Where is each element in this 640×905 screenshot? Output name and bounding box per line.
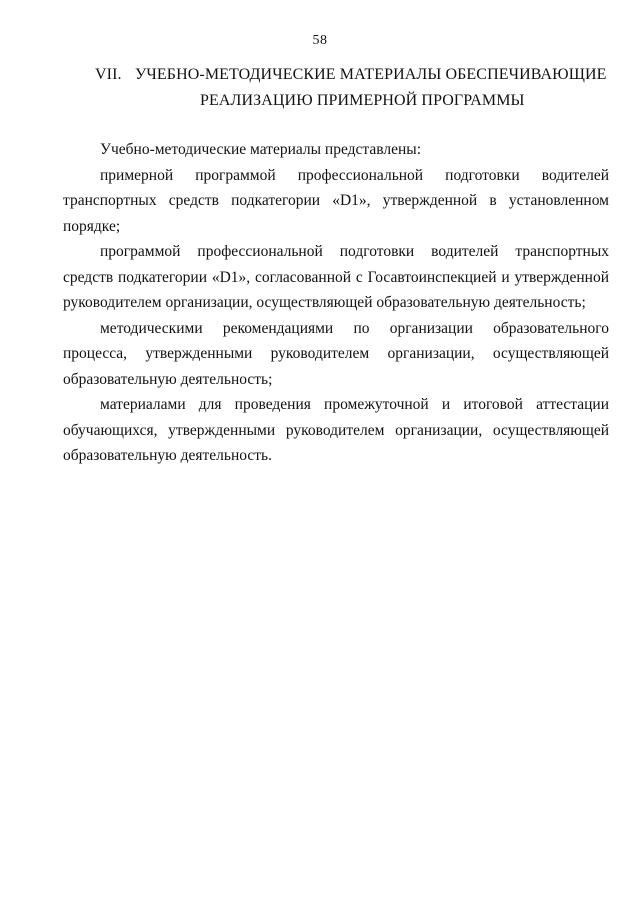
intro-paragraph: Учебно-методические материалы представлены: [100,141,421,158]
page-number: 58 [312,33,328,48]
materials-list-item: примерной программой профессиональной подготовки водителей транспортных средств подкатегории «D1», утвержденной в установленном порядке; [63,166,609,235]
section-title-line-2: РЕАЛИЗАЦИЮ ПРИМЕРНОЙ ПРОГРАММЫ [200,92,525,109]
section-heading-line-1 [95,62,615,88]
materials-list-item: материалами для проведения промежуточной и итоговой аттестации обучающихся, утвержденными руководителем организации, осуществляющей образовательную деятельность. [63,396,609,464]
materials-list-item: методическими рекомендациями по организации образовательного процесса, утвержденными руководителем организации, осуществляющей образовательную деятельность; [63,319,609,388]
section-title-line-1: УЧЕБНО-МЕТОДИЧЕСКИЕ МАТЕРИАЛЫ ОБЕСПЕЧИВАЮЩИЕ [135,66,607,83]
section-heading [95,62,615,114]
section-body [63,137,609,469]
materials-list-item: программой профессиональной подготовки водителей транспортных средств подкатегории «D1», согласованной с Госавтоинспекцией и утвержденной руководителем организации, осуществляющей образовательную деятельность; [63,243,609,311]
section-numeral: VII. [95,66,122,83]
